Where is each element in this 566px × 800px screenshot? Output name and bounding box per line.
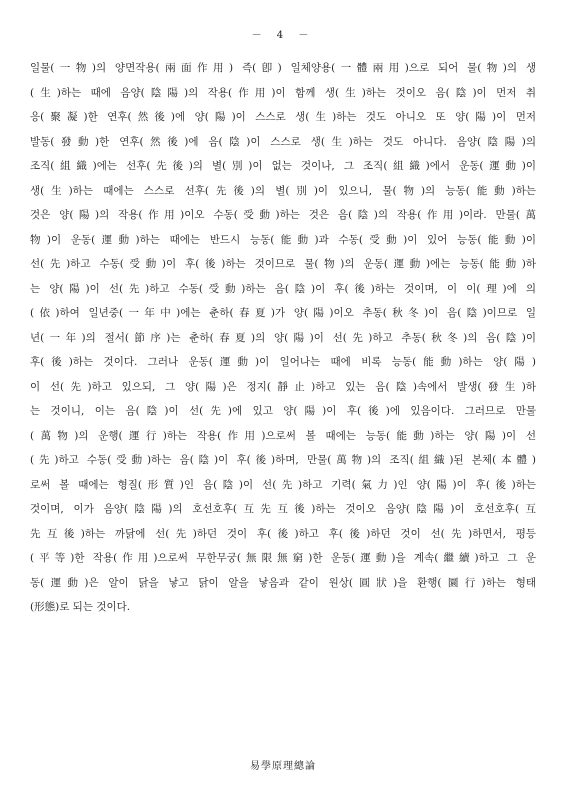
- text-line: 생(生)하는 때에는 스스로 선후(先後)의 별(別)이 있으니, 물(物)의 능동(能動)하는: [30, 184, 536, 197]
- text-line: 발동(發動)한 연후(然後)에 음(陰)이 스스로 생(生)하는 것도 아니다. 음양(陰陽)의: [30, 135, 536, 148]
- book-title-footer: 易學原理總論: [250, 761, 316, 772]
- text-line: 物)이 운동(運動)하는 때에는 반드시 능동(能動)과 수동(受動)이 있어 능동(能動)이: [30, 233, 536, 246]
- text-line: (形態)로 되는 것이다.: [30, 601, 131, 613]
- text-line: (平等)한 작용(作用)으로써 무한무궁(無限無窮)한 운동(運動)을 계속(繼續)하고 그 운: [30, 552, 536, 564]
- text-line: (萬物)의 운행(運行)하는 작용(作用)으로써 볼 때에는 능동(能動)하는 양(陽)이 선: [30, 429, 536, 442]
- text-line: 것은 양(陽)의 작용(作用)이오 수동(受動)하는 것은 음(陰)의 작용(作用)이라. 만물(萬: [30, 209, 536, 221]
- text-line: 이 선(先)하고 있으되, 그 양(陽)은 정지(靜止)하고 있는 음(陰)속에서 발생(發生)하: [30, 380, 536, 393]
- text-line: 후(後)하는 것이다. 그러나 운동(運動)이 일어나는 때에 비록 능동(能動)하는 양(陽): [30, 356, 536, 368]
- text-line: 로써 볼 때에는 형질(形質)인 음(陰)이 선(先)하고 기력(氣力)인 양(陽)이 후(後)하는: [30, 478, 536, 491]
- text-line: (先)하고 수동(受動)하는 음(陰)이 후(後)하며, 만물(萬物)의 조직(組織)된 본체(本體): [30, 454, 536, 466]
- text-line: 것이며, 이가 음양(陰陽)의 호선호후(互先互後)하는 것이오 음양(陰陽)이 호선호후(互: [30, 503, 536, 515]
- text-line: 는 양(陽)이 선(先)하고 수동(受動)하는 음(陰)이 후(後)하는 것이며, 이 이(理)에 의: [30, 282, 536, 295]
- text-line: 先互後)하는 까닭에 선(先)하던 것이 후(後)하고 후(後)하던 것이 선(先)하면서, 평등: [30, 527, 536, 540]
- text-line: 동(運動)은 알이 닭을 낳고 닭이 알을 낳음과 같이 원상(圓狀)을 환행(圜行)하는 형태: [30, 576, 536, 589]
- text-line: 는 것이니, 이는 음(陰)이 선(先)에 있고 양(陽)이 후(後)에 있음이다. 그러므로 만물: [30, 405, 536, 417]
- page-number: － 4 －: [251, 30, 315, 41]
- text-line: 년(一年)의 절서(節序)는 춘하(春夏)의 양(陽)이 선(先)하고 추동(秋冬)의 음(陰)이: [30, 331, 536, 344]
- text-line: 일물(一物)의 양면작용(兩面作用) 즉(卽) 일체양용(一體兩用)으로 되어 물(物)의 생: [30, 62, 536, 74]
- text-line: 응(聚凝)한 연후(然後)에 양(陽)이 스스로 생(生)하는 것도 아니오 또 양(陽)이 먼저: [30, 111, 536, 123]
- body-text: [30, 56, 536, 620]
- text-line: (生)하는 때에 음양(陰陽)의 작용(作用)이 함께 생(生)하는 것이오 음(陰)이 먼저 취: [30, 86, 536, 99]
- text-line: (依)하여 일년중(一年中)에는 춘하(春夏)가 양(陽)이오 추동(秋冬)이 음(陰)이므로 일: [30, 307, 536, 319]
- text-line: 선(先)하고 수동(受動)이 후(後)하는 것이므로 물(物)의 운동(運動)에는 능동(能動)하: [30, 258, 536, 270]
- text-line: 조직(組織)에는 선후(先後)의 별(別)이 없는 것이나, 그 조직(組織)에서 운동(運動)이: [30, 160, 536, 172]
